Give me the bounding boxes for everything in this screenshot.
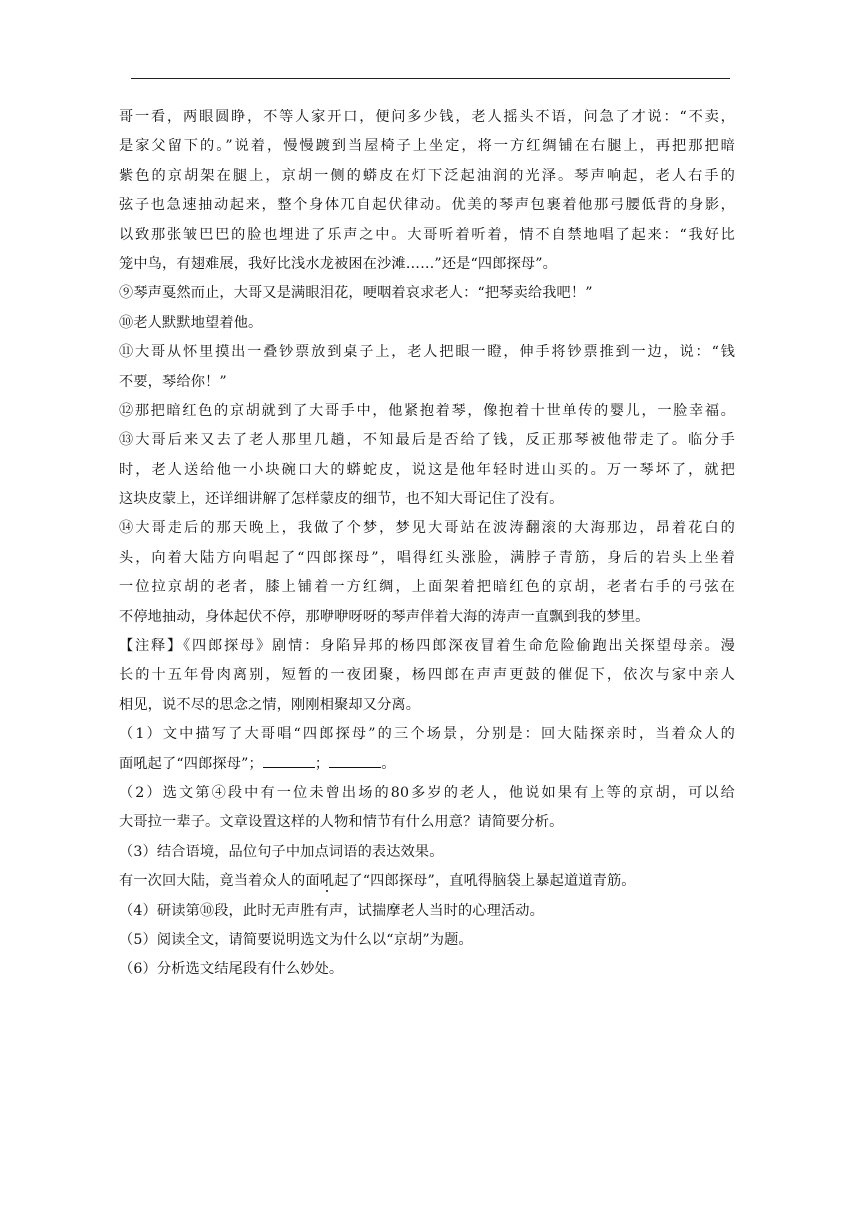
text-line: 相见，说不尽的思念之情，刚刚相聚却又分离。 [119, 696, 421, 713]
dotted-word: 吼 [319, 873, 335, 890]
text-line: 是家父留下的。”说着，慢慢踱到当屋椅子上坐定，将一方红绸铺在右腿上，再把那把暗 [119, 138, 735, 155]
sentence-end: 。 [381, 755, 396, 772]
question-3-sentence [119, 867, 735, 896]
text-line: 以致那张皱巴巴的脸也埋进了乐声之中。大哥听着听着，情不自禁地唱了起来：“我好比 [119, 226, 735, 243]
paragraph-12: ⑫那把暗红色的京胡就到了大哥手中，他紧抱着琴，像抱着十世单传的婴儿，一脸幸福。 [119, 402, 735, 419]
sentence-after: 起了“四郎探母”，直吼得脑袋上暴起道道青筋。 [334, 873, 636, 890]
document-body [119, 103, 735, 985]
question-6: （6）分析选文结尾段有什么妙处。 [119, 961, 344, 978]
answer-blank-1[interactable] [263, 753, 315, 768]
question-1-continued [119, 750, 735, 779]
paragraph-13: ⑬大哥后来又去了老人那里几趟，不知最后是否给了钱，反正那琴被他带走了。临分手 [119, 432, 735, 449]
question-1: （1）文中描写了大哥唱“四郎探母”的三个场景，分别是：回大陆探亲时，当着众人的 [119, 726, 735, 743]
annotation-note: 【注释】《四郎探母》剧情：身陷异邦的杨四郎深夜冒着生命危险偷跑出关探望母亲。漫 [119, 638, 735, 655]
question-4: （4）研读第⑩段，此时无声胜有声，试揣摩老人当时的心理活动。 [119, 902, 544, 919]
text-line: 大哥拉一辈子。文章设置这样的人物和情节有什么用意？请简要分析。 [119, 814, 564, 831]
text-line: 一位拉京胡的老者，膝上铺着一方红绸，上面架着把暗红色的京胡，老者右手的弓弦在 [119, 579, 735, 596]
blank-separator: ； [314, 755, 330, 772]
text-line: 弦子也急速抽动起来，整个身体兀自起伏律动。优美的琴声包裹着他那弓腰低背的身影， [119, 197, 735, 214]
text-line: 不停地抽动，身体起伏不停，那咿咿呀呀的琴声伴着大海的涛声一直飘到我的梦里。 [119, 608, 650, 625]
header-rule [131, 78, 730, 79]
text-line: 不要，琴给你！” [119, 373, 227, 390]
paragraph-9: ⑨琴声戛然而止，大哥又是满眼泪花，哽咽着哀求老人：“把琴卖给我吧！” [119, 285, 593, 302]
text-line: 紫色的京胡架在腿上，京胡一侧的蟒皮在灯下泛起油润的光泽。琴声响起，老人右手的 [119, 167, 735, 184]
text-line: 头，向着大陆方向唱起了“四郎探母”，唱得红头涨脸，满脖子青筋，身后的岩头上坐着 [119, 549, 735, 566]
question-1-prefix: 面吼起了“四郎探母”； [119, 755, 263, 772]
text-line: 长的十五年骨肉离别，短暂的一夜团聚，杨四郎在声声更鼓的催促下，依次与家中亲人 [119, 667, 735, 684]
text-line: 这块皮蒙上，还详细讲解了怎样蒙皮的细节，也不知大哥记住了没有。 [119, 491, 564, 508]
question-2: （2）选文第④段中有一位未曾出场的80多岁的老人，他说如果有上等的京胡，可以给 [119, 784, 735, 801]
paragraph-14: ⑭大哥走后的那天晚上，我做了个梦，梦见大哥站在波涛翻滚的大海那边，昂着花白的 [119, 520, 735, 537]
paragraph-10: ⑩老人默默地望着他。 [119, 314, 263, 331]
answer-blank-2[interactable] [329, 753, 381, 768]
text-line: 笼中鸟，有翅难展，我好比浅水龙被困在沙滩……”还是“四郎探母”。 [119, 255, 557, 272]
question-5: （5）阅读全文，请简要说明选文为什么以“京胡”为题。 [119, 931, 473, 948]
text-line: 时，老人送给他一小块碗口大的蟒蛇皮，说这是他年轻时进山买的。万一琴坏了，就把 [119, 461, 735, 478]
paragraph-11: ⑪大哥从怀里摸出一叠钞票放到桌子上，老人把眼一瞪，伸手将钞票推到一边，说：“钱 [119, 344, 735, 361]
sentence-before: 有一次回大陆，竟当着众人的面 [119, 873, 320, 890]
question-3: （3）结合语境，品位句子中加点词语的表达效果。 [119, 843, 444, 860]
text-line: 哥一看，两眼圆睁，不等人家开口，便问多少钱，老人摇头不语，问急了才说：“不卖， [119, 109, 735, 125]
